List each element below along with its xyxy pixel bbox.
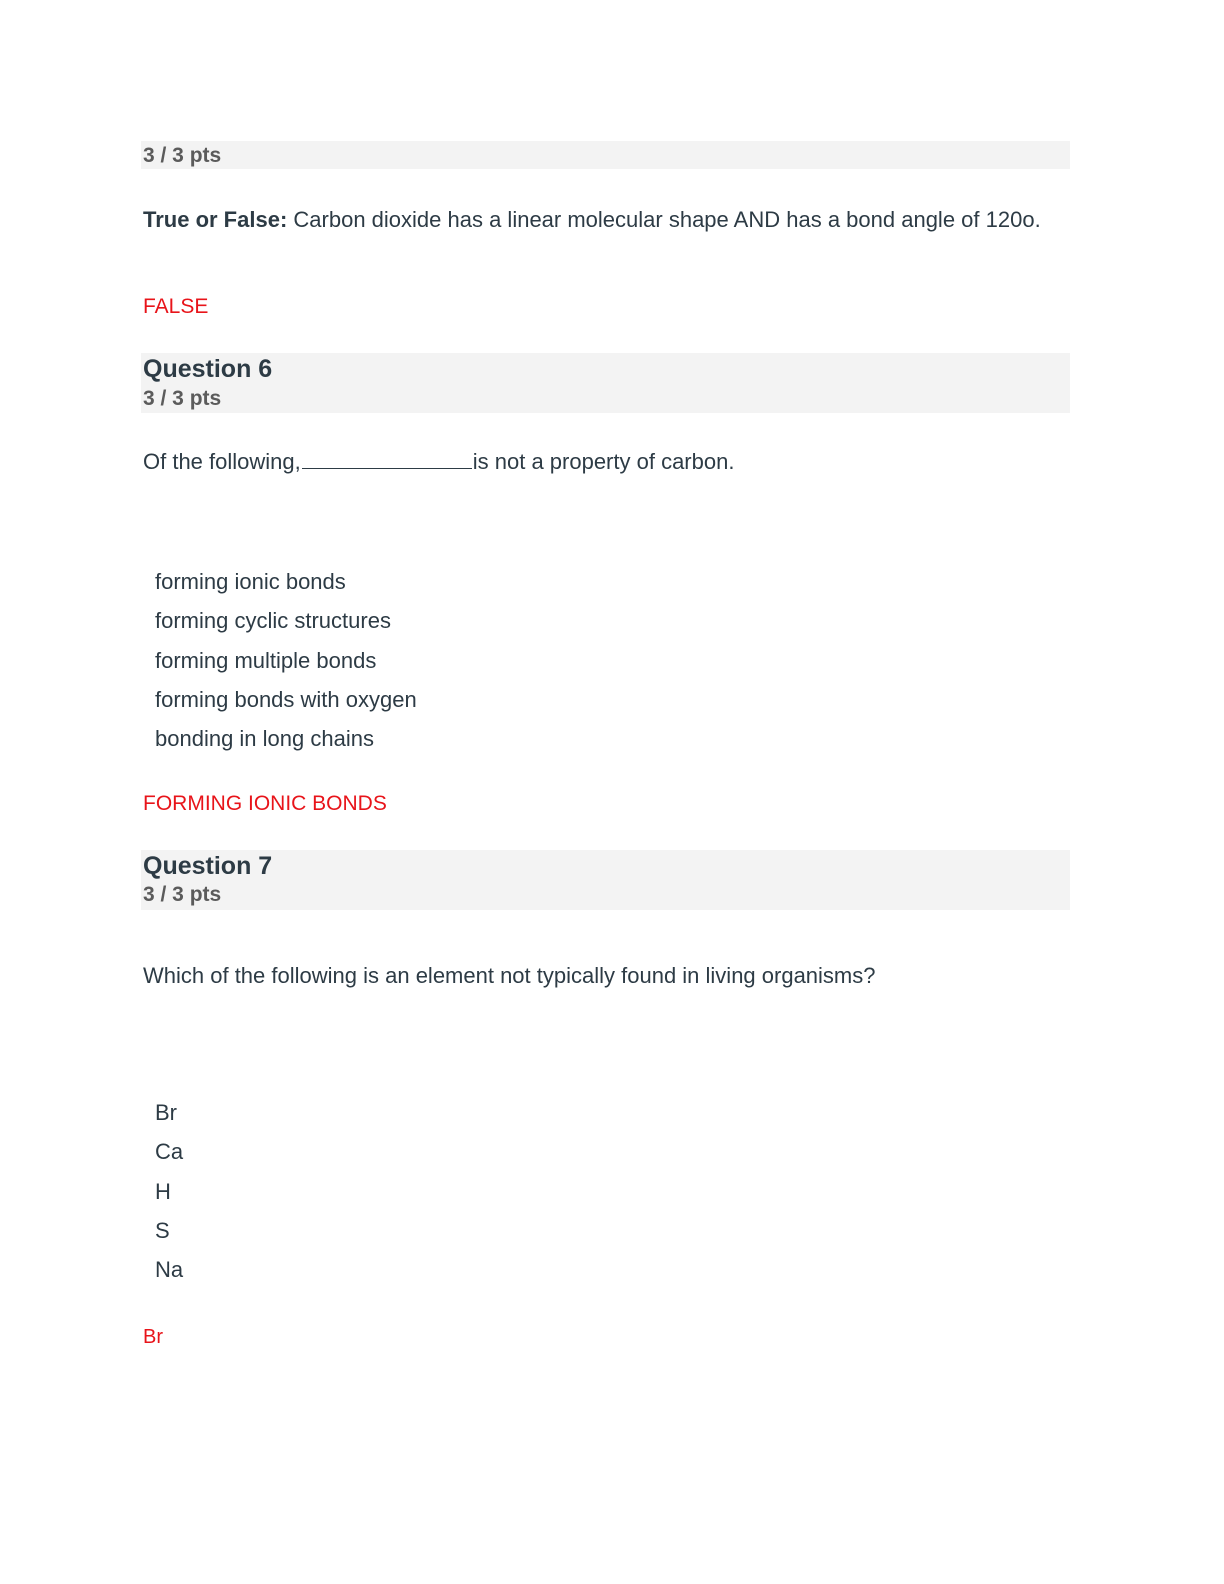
answer-option[interactable]: forming ionic bonds bbox=[155, 569, 346, 594]
question-6-prompt bbox=[143, 448, 1063, 475]
fill-in-blank bbox=[302, 448, 472, 469]
question-6-header-bar bbox=[141, 353, 1070, 413]
question-7-title: Question 7 bbox=[143, 852, 273, 880]
question-7-options bbox=[155, 1093, 183, 1289]
answer-option[interactable]: S bbox=[155, 1217, 170, 1243]
question-6-prompt-after: is not a property of carbon. bbox=[472, 449, 735, 474]
answer-option[interactable]: Ca bbox=[155, 1139, 184, 1165]
answer-option[interactable]: Br bbox=[155, 1100, 177, 1125]
question-5-prompt bbox=[143, 206, 1063, 233]
question-5-answer: FALSE bbox=[143, 295, 209, 318]
question-6-answer: FORMING IONIC BONDS bbox=[143, 792, 387, 815]
answer-option[interactable]: forming bonds with oxygen bbox=[155, 686, 417, 712]
question-6-title: Question 6 bbox=[143, 355, 273, 383]
question-6-points: 3 / 3 pts bbox=[143, 387, 222, 410]
question-6-options bbox=[155, 562, 417, 758]
question-5-points: 3 / 3 pts bbox=[143, 144, 222, 167]
answer-option[interactable]: forming multiple bonds bbox=[155, 647, 377, 673]
question-7-points: 3 / 3 pts bbox=[143, 883, 222, 906]
question-5-prompt-lead: True or False: bbox=[143, 207, 288, 232]
question-5-header-bar bbox=[141, 141, 1070, 169]
answer-option[interactable]: forming cyclic structures bbox=[155, 608, 391, 634]
question-7-answer: Br bbox=[143, 1326, 163, 1348]
question-7-prompt: Which of the following is an element not typically found in living organisms? bbox=[143, 963, 876, 988]
answer-option[interactable]: bonding in long chains bbox=[155, 726, 374, 752]
question-7-header-bar bbox=[141, 850, 1070, 910]
answer-option[interactable]: H bbox=[155, 1178, 171, 1204]
question-5-prompt-text: Carbon dioxide has a linear molecular shape AND has a bond angle of 120o. bbox=[293, 207, 1041, 232]
question-6-prompt-before: Of the following, bbox=[143, 449, 301, 474]
answer-option[interactable]: Na bbox=[155, 1257, 184, 1283]
